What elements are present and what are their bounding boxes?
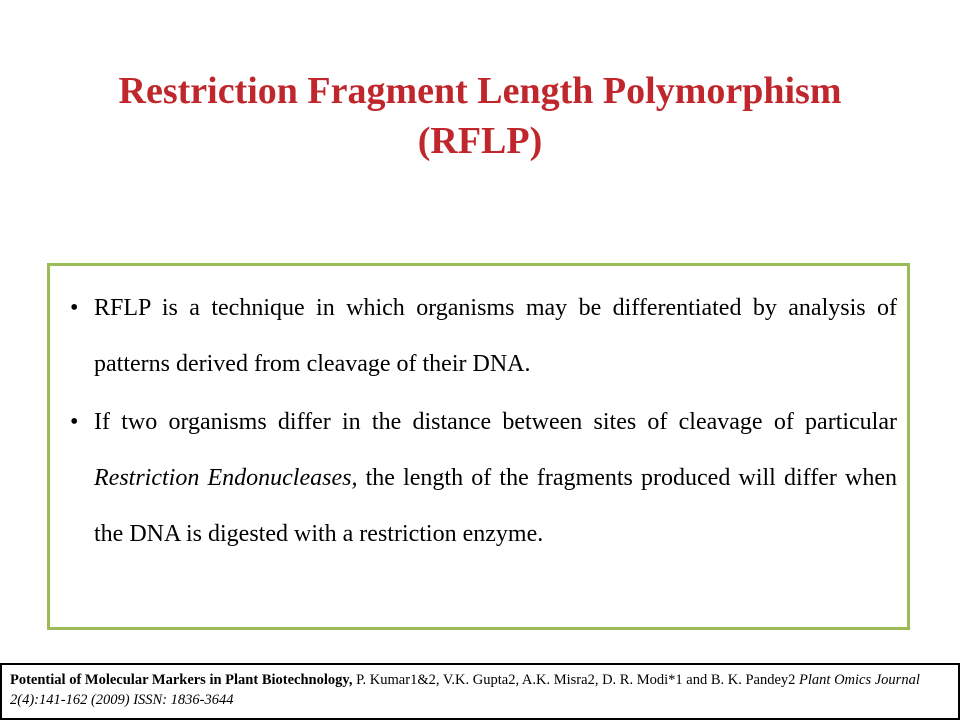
citation-title: Potential of Molecular Markers in Plant Biotechnology, [10,672,353,688]
bullet-icon: • [70,295,79,321]
citation-journal: Plant Omics Journal 2(4):141-162 (2009) ISSN: 1836-3644 [10,672,920,708]
slide-title [40,66,920,166]
bullet-icon: • [70,409,79,435]
citation-authors: P. Kumar1&2, V.K. Gupta2, A.K. Misra2, D. R. Modi*1 and B. K. Pandey2 [352,672,800,688]
bullet-item-rflp-definition [70,280,897,392]
bullet-text-emphasis: Restriction Endonucleases, [94,465,358,491]
bullet-list [70,280,897,562]
citation-box [0,663,960,720]
bullet-item-fragment-length [70,394,897,562]
content-box [47,263,910,630]
bullet-text-start: If two organisms differ in the distance between sites of cleavage of particular [94,409,897,435]
bullet-text: RFLP is a technique in which organisms may be differentiated by analysis of patterns derived from cleavage of their DNA. [94,295,897,377]
bullet-text-end: the length of the fragments produced will differ when the DNA is digested with a restriction enzyme. [94,465,897,547]
slide-title-line-2: (RFLP) [417,120,543,162]
slide-title-line-1: Restriction Fragment Length Polymorphism [118,70,842,112]
